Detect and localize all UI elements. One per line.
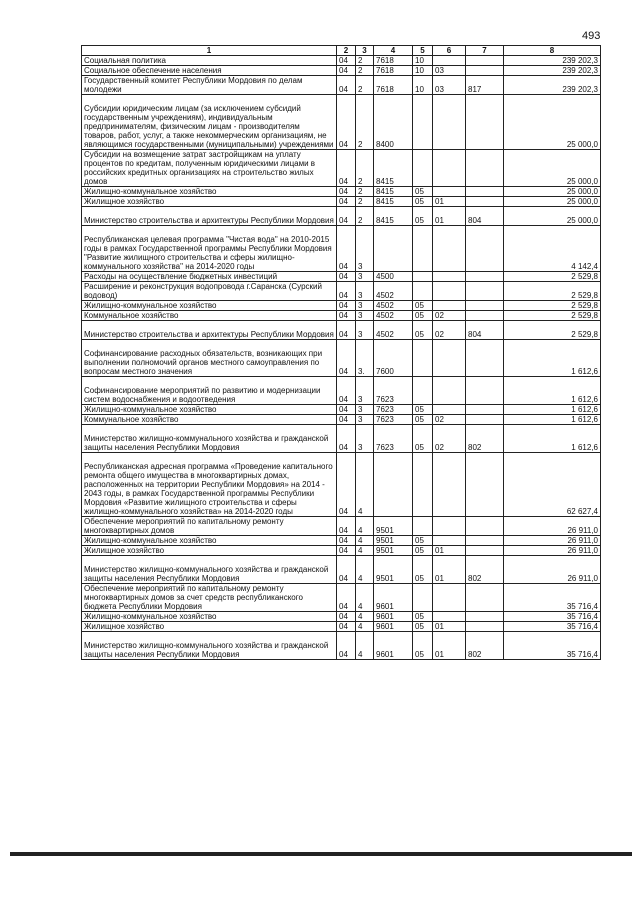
table-row	[82, 453, 601, 517]
row-code-7	[466, 612, 504, 622]
row-description: Министерство строительства и архитектуры Республики Мордовия	[82, 207, 337, 226]
row-description: Жилищное хозяйство	[82, 622, 337, 632]
row-code-6: 01	[433, 556, 466, 584]
row-description: Жилищно-коммунальное хозяйство	[82, 612, 337, 622]
row-code-3: 2	[356, 76, 374, 95]
row-code-6	[433, 536, 466, 546]
row-code-7: 804	[466, 321, 504, 340]
row-code-4: 8415	[374, 197, 413, 207]
row-code-6: 02	[433, 321, 466, 340]
row-code-7	[466, 584, 504, 612]
row-description: Министерство жилищно-коммунального хозяйства и гражданской защиты населения Республики Мордовия	[82, 632, 337, 660]
row-code-3: 3	[356, 425, 374, 453]
row-description: Республиканская адресная программа «Проведение капитального ремонта общего имущества в многоквартирных домах, расположенных на территории Республики Мордовия» на 2014 - 2043 годы, в рамках Государственной программы Республики Мордовия «Развитие жилищного строительства и сферы жилищно-коммунального хозяйства» на 2014-2020 годы	[82, 453, 337, 517]
table-row	[82, 197, 601, 207]
row-code-5	[413, 584, 433, 612]
row-amount: 26 911,0	[504, 546, 601, 556]
row-code-2: 04	[337, 536, 356, 546]
row-code-7	[466, 226, 504, 272]
row-amount: 2 529,8	[504, 321, 601, 340]
table-row	[82, 66, 601, 76]
row-amount: 239 202,3	[504, 66, 601, 76]
row-code-7: 802	[466, 632, 504, 660]
row-code-5: 05	[413, 187, 433, 197]
table-row	[82, 301, 601, 311]
row-code-3: 4	[356, 556, 374, 584]
row-code-2: 04	[337, 321, 356, 340]
row-code-4: 8400	[374, 95, 413, 150]
table-row	[82, 282, 601, 301]
row-code-4: 8415	[374, 150, 413, 187]
row-amount: 35 716,4	[504, 632, 601, 660]
row-code-5: 05	[413, 425, 433, 453]
row-amount: 1 612,6	[504, 415, 601, 425]
row-description: Расходы на осуществление бюджетных инвестиций	[82, 272, 337, 282]
row-code-2: 04	[337, 546, 356, 556]
row-code-2: 04	[337, 622, 356, 632]
row-amount: 2 529,8	[504, 272, 601, 282]
row-code-7	[466, 546, 504, 556]
row-code-6	[433, 226, 466, 272]
row-description: Министерство строительства и архитектуры Республики Мордовия	[82, 321, 337, 340]
row-code-5: 05	[413, 405, 433, 415]
row-code-4: 4502	[374, 321, 413, 340]
row-code-6	[433, 150, 466, 187]
row-code-2: 04	[337, 197, 356, 207]
row-code-4: 8415	[374, 187, 413, 197]
row-code-5: 10	[413, 56, 433, 66]
row-code-6: 03	[433, 66, 466, 76]
row-code-7	[466, 282, 504, 301]
row-code-5	[413, 272, 433, 282]
row-code-2: 04	[337, 76, 356, 95]
row-code-5	[413, 226, 433, 272]
table-row	[82, 622, 601, 632]
table-row	[82, 415, 601, 425]
row-code-4	[374, 226, 413, 272]
column-header-7: 7	[466, 46, 504, 56]
row-code-7	[466, 197, 504, 207]
row-code-6: 02	[433, 425, 466, 453]
row-code-3: 3	[356, 311, 374, 321]
row-code-5	[413, 340, 433, 377]
row-description: Республиканская целевая программа "Чистая вода" на 2010-2015 годы в рамках Государственной программы Республики Мордовия "Развитие жилищного строительства и сферы жилищно-коммунального хозяйства" на 2014-2020 годы	[82, 226, 337, 272]
row-code-2: 04	[337, 517, 356, 536]
row-code-4: 4502	[374, 282, 413, 301]
row-code-3: 2	[356, 207, 374, 226]
row-code-7: 802	[466, 425, 504, 453]
row-amount: 4 142,4	[504, 226, 601, 272]
row-amount: 239 202,3	[504, 76, 601, 95]
table-row	[82, 612, 601, 622]
row-description: Жилищное хозяйство	[82, 546, 337, 556]
row-code-7	[466, 150, 504, 187]
column-header-1: 1	[82, 46, 337, 56]
table-row	[82, 207, 601, 226]
row-code-3: 3	[356, 272, 374, 282]
row-code-3: 2	[356, 66, 374, 76]
row-amount: 25 000,0	[504, 95, 601, 150]
row-code-5: 10	[413, 76, 433, 95]
row-code-3: 3	[356, 301, 374, 311]
row-code-2: 04	[337, 150, 356, 187]
row-code-4: 7623	[374, 405, 413, 415]
row-code-3: 4	[356, 612, 374, 622]
row-amount: 1 612,6	[504, 405, 601, 415]
table-row	[82, 632, 601, 660]
row-code-5: 05	[413, 546, 433, 556]
table-row	[82, 584, 601, 612]
row-amount: 239 202,3	[504, 56, 601, 66]
row-code-2: 04	[337, 207, 356, 226]
row-code-7	[466, 377, 504, 405]
row-code-5: 05	[413, 311, 433, 321]
row-code-7: 804	[466, 207, 504, 226]
row-code-3: 4	[356, 517, 374, 536]
row-code-6	[433, 301, 466, 311]
row-code-3: 2	[356, 187, 374, 197]
table-row	[82, 272, 601, 282]
row-code-6	[433, 405, 466, 415]
row-code-4: 9601	[374, 584, 413, 612]
table-row	[82, 311, 601, 321]
row-code-5: 05	[413, 632, 433, 660]
row-description: Софинансирование мероприятий по развитию и модернизации систем водоснабжения и водоотведения	[82, 377, 337, 405]
page-bottom-rule	[10, 852, 632, 856]
row-code-4: 9501	[374, 556, 413, 584]
row-description: Министерство жилищно-коммунального хозяйства и гражданской защиты населения Республики Мордовия	[82, 425, 337, 453]
row-amount: 62 627,4	[504, 453, 601, 517]
row-description: Обеспечение мероприятий по капитальному ремонту многоквартирных домов за счет средств республиканского бюджета Республики Мордовия	[82, 584, 337, 612]
row-code-4: 7600	[374, 340, 413, 377]
row-code-5: 05	[413, 207, 433, 226]
row-code-4: 7618	[374, 76, 413, 95]
row-code-6	[433, 95, 466, 150]
row-code-2: 04	[337, 556, 356, 584]
row-code-2: 04	[337, 301, 356, 311]
row-code-6	[433, 584, 466, 612]
table-row	[82, 536, 601, 546]
row-code-2: 04	[337, 453, 356, 517]
row-description: Коммунальное хозяйство	[82, 311, 337, 321]
row-code-3: 4	[356, 584, 374, 612]
row-code-7	[466, 453, 504, 517]
row-amount: 25 000,0	[504, 197, 601, 207]
row-code-5	[413, 282, 433, 301]
table-row	[82, 187, 601, 197]
row-code-6	[433, 453, 466, 517]
row-code-6	[433, 272, 466, 282]
row-code-2: 04	[337, 584, 356, 612]
table-row	[82, 76, 601, 95]
row-code-6: 02	[433, 311, 466, 321]
row-code-2: 04	[337, 340, 356, 377]
row-code-3: 3	[356, 377, 374, 405]
row-code-4: 9501	[374, 536, 413, 546]
row-code-7: 802	[466, 556, 504, 584]
row-amount: 26 911,0	[504, 556, 601, 584]
row-code-7	[466, 622, 504, 632]
row-code-4: 9601	[374, 632, 413, 660]
table-row	[82, 517, 601, 536]
row-amount: 35 716,4	[504, 612, 601, 622]
row-code-3: 4	[356, 632, 374, 660]
row-code-6	[433, 612, 466, 622]
row-code-7	[466, 56, 504, 66]
table-row	[82, 377, 601, 405]
row-code-3: 4	[356, 453, 374, 517]
row-amount: 35 716,4	[504, 622, 601, 632]
row-code-7	[466, 95, 504, 150]
row-code-5: 05	[413, 536, 433, 546]
row-description: Министерство жилищно-коммунального хозяйства и гражданской защиты населения Республики Мордовия	[82, 556, 337, 584]
row-code-3: 4	[356, 546, 374, 556]
row-code-7	[466, 536, 504, 546]
row-code-7	[466, 405, 504, 415]
row-code-6	[433, 377, 466, 405]
row-description: Субсидии на возмещение затрат застройщикам на уплату процентов по кредитам, полученным юридическими лицами в российских кредитных организациях на строительство жилых домов	[82, 150, 337, 187]
row-code-4: 8415	[374, 207, 413, 226]
column-header-3: 3	[356, 46, 374, 56]
table-row	[82, 405, 601, 415]
row-description: Жилищно-коммунальное хозяйство	[82, 187, 337, 197]
row-code-4: 9601	[374, 622, 413, 632]
table-row	[82, 56, 601, 66]
row-code-2: 04	[337, 282, 356, 301]
row-code-4: 9501	[374, 517, 413, 536]
budget-table	[81, 45, 601, 660]
row-code-4: 7618	[374, 56, 413, 66]
row-code-7	[466, 187, 504, 197]
row-description: Субсидии юридическим лицам (за исключением субсидий государственным учреждениям), индивидуальным предпринимателям, физическим лицам - производителям товаров, работ, услуг, а также некоммерческим организациям, не являющимся государственными (муниципальными) учреждениями	[82, 95, 337, 150]
table-row	[82, 226, 601, 272]
row-code-4: 7623	[374, 377, 413, 405]
column-header-2: 2	[337, 46, 356, 56]
row-code-4: 7623	[374, 415, 413, 425]
row-code-2: 04	[337, 415, 356, 425]
row-code-3: 3	[356, 415, 374, 425]
row-code-6: 03	[433, 76, 466, 95]
row-code-5: 05	[413, 197, 433, 207]
table-row	[82, 321, 601, 340]
row-code-3: 4	[356, 622, 374, 632]
row-description: Софинансирование расходных обязательств, возникающих при выполнении полномочий органов местного самоуправления по вопросам местного значения	[82, 340, 337, 377]
row-code-3: 3	[356, 321, 374, 340]
row-code-3: 4	[356, 536, 374, 546]
row-code-5: 05	[413, 415, 433, 425]
table-row	[82, 340, 601, 377]
row-code-2: 04	[337, 272, 356, 282]
row-code-5: 05	[413, 622, 433, 632]
row-code-4: 7618	[374, 66, 413, 76]
row-code-3: 2	[356, 150, 374, 187]
row-amount: 1 612,6	[504, 425, 601, 453]
row-code-7	[466, 415, 504, 425]
row-amount: 26 911,0	[504, 536, 601, 546]
row-code-4: 4500	[374, 272, 413, 282]
row-code-7: 817	[466, 76, 504, 95]
column-header-6: 6	[433, 46, 466, 56]
row-code-3: 2	[356, 197, 374, 207]
row-code-3: 2	[356, 56, 374, 66]
row-code-3: 2	[356, 95, 374, 150]
row-code-6	[433, 340, 466, 377]
row-code-5: 10	[413, 66, 433, 76]
row-amount: 25 000,0	[504, 150, 601, 187]
row-code-2: 04	[337, 377, 356, 405]
row-code-5	[413, 95, 433, 150]
row-code-4: 9601	[374, 612, 413, 622]
row-description: Жилищно-коммунальное хозяйство	[82, 301, 337, 311]
row-code-2: 04	[337, 612, 356, 622]
row-code-6: 01	[433, 622, 466, 632]
row-code-2: 04	[337, 632, 356, 660]
row-code-3: 3.	[356, 340, 374, 377]
column-header-4: 4	[374, 46, 413, 56]
row-code-6	[433, 56, 466, 66]
row-code-7	[466, 272, 504, 282]
row-amount: 2 529,8	[504, 301, 601, 311]
row-code-6: 01	[433, 197, 466, 207]
row-code-5	[413, 377, 433, 405]
row-code-5: 05	[413, 612, 433, 622]
row-code-6: 01	[433, 546, 466, 556]
row-amount: 25 000,0	[504, 207, 601, 226]
row-amount: 2 529,8	[504, 282, 601, 301]
header-row	[82, 46, 601, 56]
table-row	[82, 546, 601, 556]
row-code-5	[413, 150, 433, 187]
table-row	[82, 556, 601, 584]
row-code-6	[433, 282, 466, 301]
row-amount: 35 716,4	[504, 584, 601, 612]
row-code-4: 9501	[374, 546, 413, 556]
row-description: Жилищно-коммунальное хозяйство	[82, 536, 337, 546]
row-code-2: 04	[337, 425, 356, 453]
row-code-3: 3	[356, 226, 374, 272]
column-header-8: 8	[504, 46, 601, 56]
column-header-5: 5	[413, 46, 433, 56]
row-description: Обеспечение мероприятий по капитальному ремонту многоквартирных домов	[82, 517, 337, 536]
row-description: Коммунальное хозяйство	[82, 415, 337, 425]
row-code-7	[466, 311, 504, 321]
row-code-4	[374, 453, 413, 517]
row-code-6	[433, 517, 466, 536]
table-body	[82, 56, 601, 660]
row-code-2: 04	[337, 95, 356, 150]
row-code-2: 04	[337, 405, 356, 415]
row-amount: 1 612,6	[504, 340, 601, 377]
row-code-5	[413, 517, 433, 536]
row-code-2: 04	[337, 311, 356, 321]
row-description: Государственный комитет Республики Мордовия по делам молодежи	[82, 76, 337, 95]
row-amount: 2 529,8	[504, 311, 601, 321]
row-code-6	[433, 187, 466, 197]
row-code-7	[466, 301, 504, 311]
row-description: Социальное обеспечение населения	[82, 66, 337, 76]
row-code-6: 02	[433, 415, 466, 425]
row-code-6: 01	[433, 207, 466, 226]
row-amount: 26 911,0	[504, 517, 601, 536]
row-amount: 1 612,6	[504, 377, 601, 405]
row-code-5: 05	[413, 556, 433, 584]
page-number: 493	[582, 30, 601, 42]
row-description: Жилищно-коммунальное хозяйство	[82, 405, 337, 415]
row-code-6: 01	[433, 632, 466, 660]
row-description: Социальная политика	[82, 56, 337, 66]
row-code-3: 3	[356, 405, 374, 415]
row-code-4: 7623	[374, 425, 413, 453]
row-code-2: 04	[337, 66, 356, 76]
row-code-7	[466, 340, 504, 377]
row-code-7	[466, 66, 504, 76]
row-description: Жилищное хозяйство	[82, 197, 337, 207]
row-code-5: 05	[413, 321, 433, 340]
row-description: Расширение и реконструкция водопровода г.Саранска (Сурский водовод)	[82, 282, 337, 301]
row-code-4: 4502	[374, 311, 413, 321]
row-code-5	[413, 453, 433, 517]
row-code-2: 04	[337, 187, 356, 197]
row-code-4: 4502	[374, 301, 413, 311]
row-code-3: 3	[356, 282, 374, 301]
table-row	[82, 425, 601, 453]
row-code-2: 04	[337, 226, 356, 272]
row-code-2: 04	[337, 56, 356, 66]
row-code-7	[466, 517, 504, 536]
row-amount: 25 000,0	[504, 187, 601, 197]
table-row	[82, 150, 601, 187]
row-code-5: 05	[413, 301, 433, 311]
table-row	[82, 95, 601, 150]
